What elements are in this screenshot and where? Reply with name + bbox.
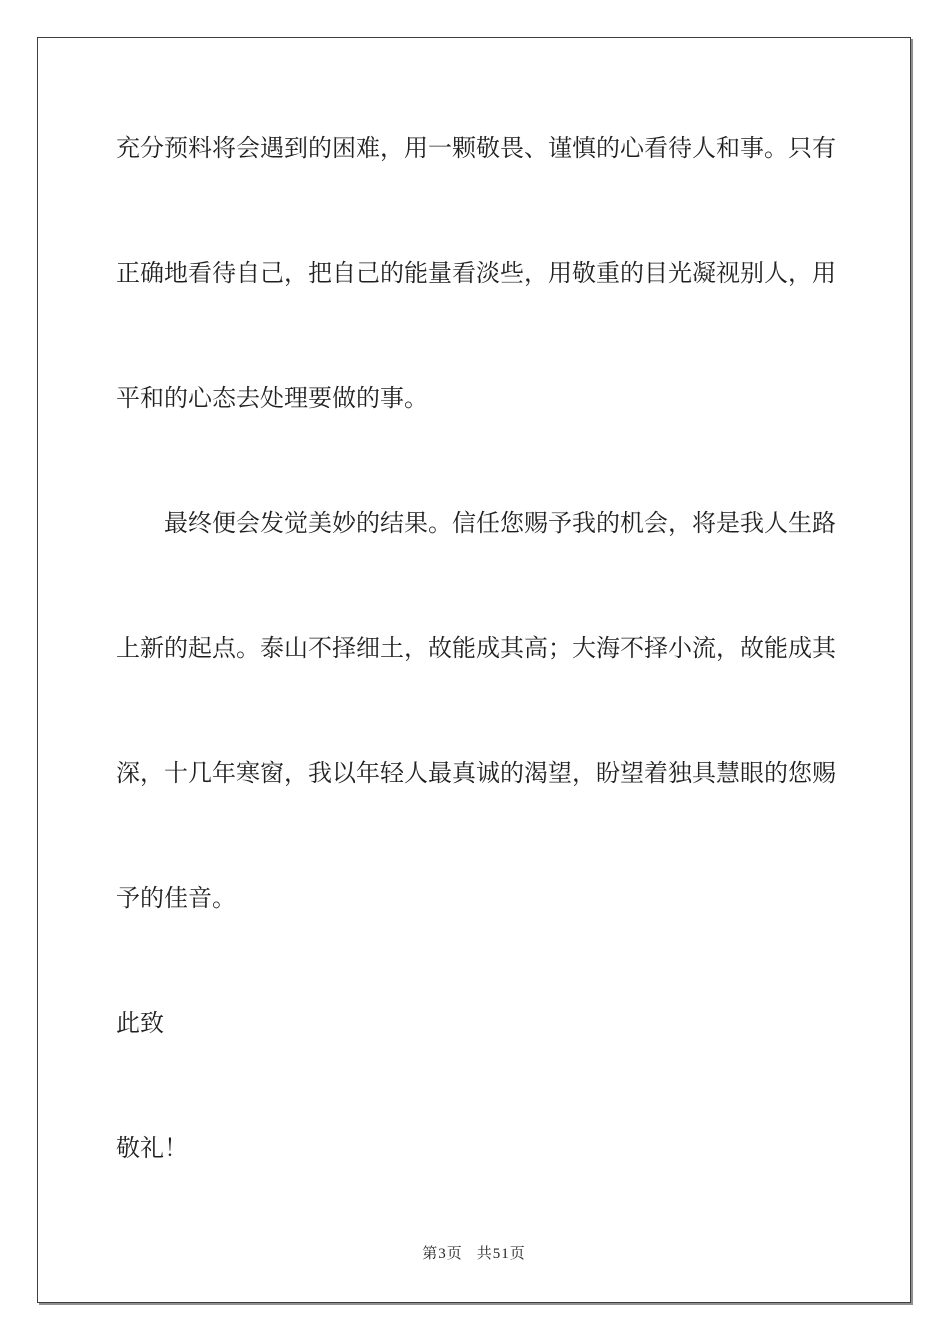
- page-frame: [37, 37, 911, 1303]
- total-pages: 共51页: [476, 1246, 526, 1262]
- page-footer: [38, 1242, 910, 1263]
- closing-line: 敬礼！: [116, 1136, 188, 1162]
- text-line: 深，十几年寒窗，我以年轻人最真诚的渴望，盼望着独具慧眼的您赐: [116, 761, 836, 787]
- text-line: 最终便会发觉美妙的结果。信任您赐予我的机会，将是我人生路: [164, 511, 836, 537]
- text-line: 平和的心态去处理要做的事。: [116, 386, 428, 412]
- document-body: [116, 87, 850, 1212]
- text-line: 予的佳音。: [116, 886, 236, 912]
- salutation-line: 此致: [116, 1011, 164, 1037]
- text-line: 充分预料将会遇到的困难，用一颗敬畏、谨慎的心看待人和事。只有: [116, 136, 836, 162]
- page-number: 第3页: [422, 1246, 463, 1262]
- text-line: 上新的起点。泰山不择细土，故能成其高；大海不择小流，故能成其: [116, 636, 836, 662]
- text-line: 正确地看待自己，把自己的能量看淡些，用敬重的目光凝视别人，用: [116, 261, 836, 287]
